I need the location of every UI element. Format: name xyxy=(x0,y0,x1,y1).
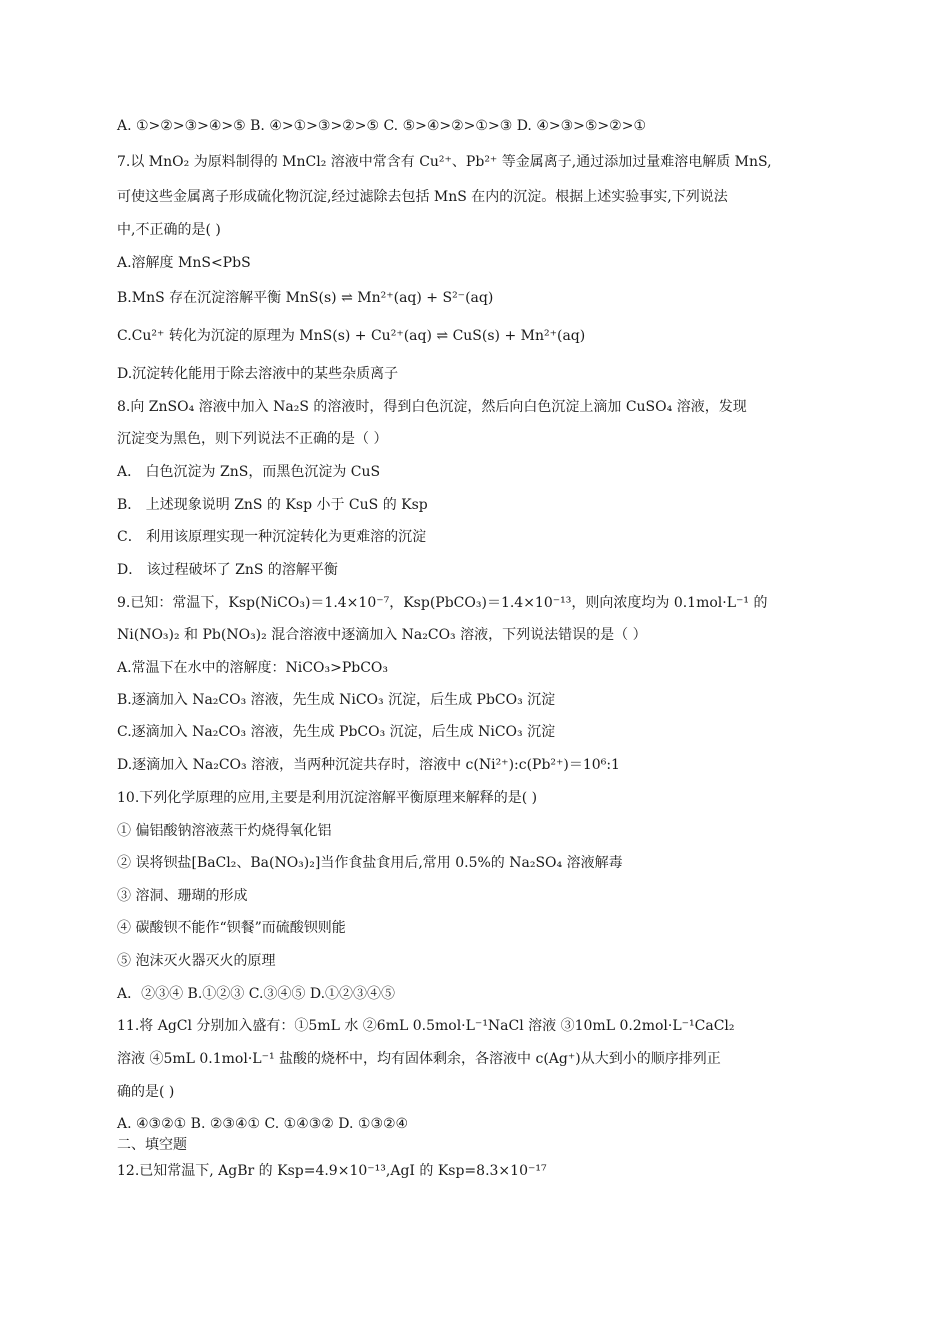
q10-options: A．②③④ B.①②③ C.③④⑤ D.①②③④⑤ xyxy=(117,986,396,1002)
q11-stem-line1: 11.将 AgCl 分别加入盛有：①5mL 水 ②6mL 0.5mol·L⁻¹NaCl 溶液 ③10mL 0.2mol·L⁻¹CaCl₂ xyxy=(117,1018,735,1034)
q9-stem-line2: Ni(NO₃)₂ 和 Pb(NO₃)₂ 混合溶液中逐滴加入 Na₂CO₃ 溶液，下列说法错误的是（ ） xyxy=(117,627,647,643)
q10-stem: 10.下列化学原理的应用,主要是利用沉淀溶解平衡原理来解释的是( ) xyxy=(117,790,538,806)
q8-option-a: A． 白色沉淀为 ZnS，而黑色沉淀为 CuS xyxy=(117,464,381,480)
q7-option-c: C.Cu²⁺ 转化为沉淀的原理为 MnS(s) + Cu²⁺(aq) ⇌ CuS(s) + Mn²⁺(aq) xyxy=(117,328,586,344)
q7-stem-line2: 可使这些金属离子形成硫化物沉淀,经过滤除去包括 MnS 在内的沉淀。根据上述实验事实,下列说法 xyxy=(117,189,728,205)
q10-item-4: ④ 碳酸钡不能作“钡餐”而硫酸钡则能 xyxy=(117,920,346,936)
q7-stem-line3: 中,不正确的是( ) xyxy=(117,222,221,238)
q11-stem-line3: 确的是( ) xyxy=(117,1084,175,1100)
q8-stem-line1: 8.向 ZnSO₄ 溶液中加入 Na₂S 的溶液时，得到白色沉淀，然后向白色沉淀上滴加 CuSO₄ 溶液，发现 xyxy=(117,399,747,415)
q8-option-c: C． 利用该原理实现一种沉淀转化为更难溶的沉淀 xyxy=(117,529,427,545)
q7-option-d: D.沉淀转化能用于除去溶液中的某些杂质离子 xyxy=(117,366,399,382)
q10-item-5: ⑤ 泡沫灭火器灭火的原理 xyxy=(117,953,276,969)
q8-stem-line2: 沉淀变为黑色，则下列说法不正确的是（ ） xyxy=(117,431,388,447)
q9-option-c: C.逐滴加入 Na₂CO₃ 溶液，先生成 PbCO₃ 沉淀，后生成 NiCO₃ 沉淀 xyxy=(117,724,556,740)
q10-item-1: ① 偏铝酸钠溶液蒸干灼烧得氧化铝 xyxy=(117,823,332,839)
q11-options: A. ④③②① B. ②③④① C. ①④③② D. ①③②④ xyxy=(117,1116,409,1132)
q9-option-d: D.逐滴加入 Na₂CO₃ 溶液，当两种沉淀共存时，溶液中 c(Ni²⁺):c(Pb²⁺)＝10⁶:1 xyxy=(117,757,620,773)
q7-option-a: A.溶解度 MnS<PbS xyxy=(117,255,251,271)
section-heading-fill-in: 二、填空题 xyxy=(117,1137,187,1153)
q7-option-b: B.MnS 存在沉淀溶解平衡 MnS(s) ⇌ Mn²⁺(aq) + S²⁻(aq) xyxy=(117,290,494,306)
q12-stem: 12.已知常温下, AgBr 的 Ksp=4.9×10⁻¹³,AgI 的 Ksp=8.3×10⁻¹⁷ xyxy=(117,1163,547,1179)
q8-option-d: D． 该过程破坏了 ZnS 的溶解平衡 xyxy=(117,562,338,578)
q6-options: A. ①>②>③>④>⑤ B. ④>①>③>②>⑤ C. ⑤>④>②>①>③ D. ④>③>⑤>②>① xyxy=(117,118,646,134)
q9-option-a: A.常温下在水中的溶解度：NiCO₃>PbCO₃ xyxy=(117,660,389,676)
q8-option-b: B． 上述现象说明 ZnS 的 Ksp 小于 CuS 的 Ksp xyxy=(117,497,428,513)
q9-option-b: B.逐滴加入 Na₂CO₃ 溶液，先生成 NiCO₃ 沉淀，后生成 PbCO₃ 沉淀 xyxy=(117,692,556,708)
q10-item-2: ② 误将钡盐[BaCl₂、Ba(NO₃)₂]当作食盐食用后,常用 0.5%的 Na₂SO₄ 溶液解毒 xyxy=(117,855,623,871)
q11-stem-line2: 溶液 ④5mL 0.1mol·L⁻¹ 盐酸的烧杯中，均有固体剩余，各溶液中 c(Ag⁺)从大到小的顺序排列正 xyxy=(117,1051,721,1067)
q10-item-3: ③ 溶洞、珊瑚的形成 xyxy=(117,888,248,904)
q7-stem-line1: 7.以 MnO₂ 为原料制得的 MnCl₂ 溶液中常含有 Cu²⁺、Pb²⁺ 等金属离子,通过添加过量难溶电解质 MnS, xyxy=(117,154,772,170)
q9-stem-line1: 9.已知：常温下，Ksp(NiCO₃)＝1.4×10⁻⁷，Ksp(PbCO₃)＝1.4×10⁻¹³，则向浓度均为 0.1mol·L⁻¹ 的 xyxy=(117,595,768,611)
